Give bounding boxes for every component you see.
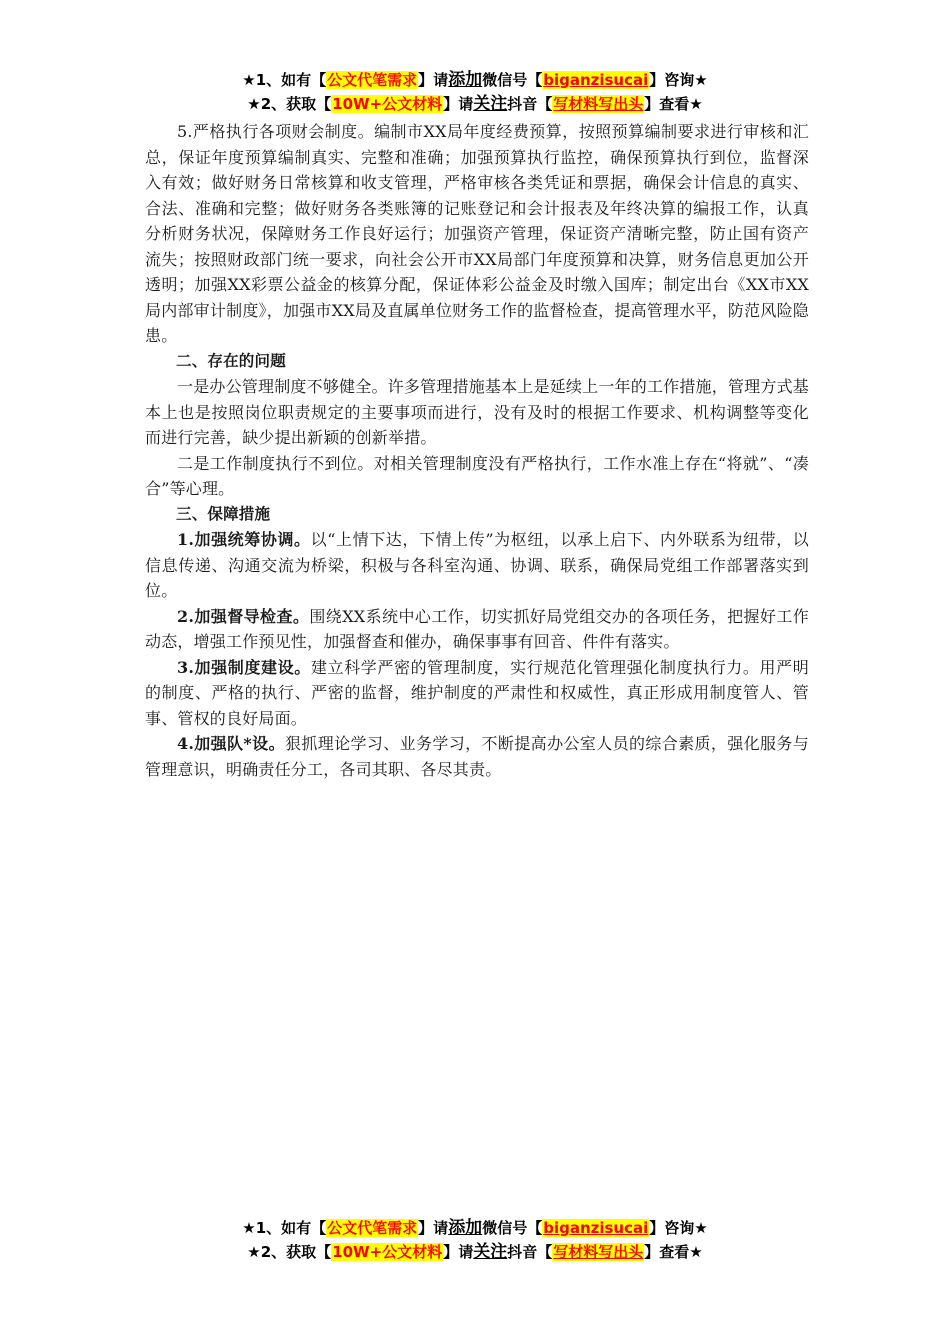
measure-text: 建立科学严密的管理制度，实行规范化管理强化制度执行力。用严明的制度、严格的执行、严密的监督，维护制度的严肃性和权威性，真正形成用制度管人、管事、管权的良好局面。 <box>145 657 809 728</box>
banner-text: 2、获取【 <box>260 1243 332 1261</box>
measure-title: 3.加强制度建设。 <box>177 657 311 677</box>
banner-text: 1、如有【 <box>255 71 327 89</box>
banner-emphasis: 关注 <box>473 1242 508 1262</box>
document-body <box>145 119 809 782</box>
section-heading-measures: 三、保障措施 <box>176 504 271 523</box>
star-icon: ★ <box>247 95 261 113</box>
highlight-douyin: 写材料写出头 <box>553 1243 644 1261</box>
banner-text: 】查看 <box>644 1243 690 1261</box>
star-icon: ★ <box>689 95 703 113</box>
paragraph-problem-1: 一是办公管理制度不够健全。许多管理措施基本上是延续上一年的工作措施，管理方式基本上也是按照岗位职责规定的主要事项而进行，没有及时的根据工作要求、机构调整等变化而进行完善，缺少提出新颖的创新举措。 <box>145 377 809 447</box>
highlight-service: 公文代笔需求 <box>327 71 418 89</box>
banner-text: 】咨询 <box>649 71 695 89</box>
top-banner <box>0 68 950 116</box>
banner-text: 抖音【 <box>507 1243 553 1261</box>
banner-text: 】请 <box>443 1243 474 1261</box>
banner-line-2 <box>0 92 950 116</box>
measure-title: 4.加强队*设。 <box>177 734 285 753</box>
star-icon: ★ <box>694 71 708 89</box>
banner-text: 1、如有【 <box>255 1219 327 1237</box>
highlight-service: 公文代笔需求 <box>327 1219 418 1237</box>
banner-text: 】请 <box>418 1219 449 1237</box>
paragraph-problem-2: 二是工作制度执行不到位。对相关管理制度没有严格执行，工作水准上存在“将就”、“凑合”等心理。 <box>145 453 809 498</box>
banner-line-1 <box>0 68 950 92</box>
highlight-materials: 10W+公文材料 <box>332 1243 443 1261</box>
star-icon: ★ <box>247 1243 261 1261</box>
banner-text: 】请 <box>418 71 449 89</box>
banner-line-1 <box>0 1216 950 1240</box>
section-heading-problems: 二、存在的问题 <box>176 351 286 370</box>
banner-text: 微信号【 <box>482 1219 543 1237</box>
star-icon: ★ <box>694 1219 708 1237</box>
measure-title: 1.加强统筹协调。 <box>177 530 311 549</box>
banner-text: 】请 <box>443 95 474 113</box>
star-icon: ★ <box>242 1219 256 1237</box>
measure-item-3 <box>145 655 809 732</box>
banner-line-2 <box>0 1240 950 1264</box>
highlight-wechat-id: biganzisucai <box>543 1219 649 1237</box>
banner-emphasis: 添加 <box>448 1218 483 1238</box>
measure-item-4 <box>145 731 809 782</box>
banner-text: 2、获取【 <box>260 95 332 113</box>
banner-emphasis: 关注 <box>473 94 508 114</box>
highlight-wechat-id: biganzisucai <box>543 71 649 89</box>
measure-text: 以“上情下达，下情上传”为枢纽，以承上启下、内外联系为纽带，以信息传递、沟通交流为桥梁，积极与各科室沟通、协调、联系，确保局党组工作部署落实到位。 <box>145 530 809 600</box>
measure-item-1 <box>145 527 809 604</box>
measure-title: 2.加强督导检查。 <box>177 606 310 626</box>
measure-text: 围绕XX系统中心工作，切实抓好局党组交办的各项任务，把握好工作动态，增强工作预见性，加强督查和催办，确保事事有回音、件件有落实。 <box>145 606 809 651</box>
banner-emphasis: 添加 <box>448 70 483 90</box>
bottom-banner <box>0 1216 950 1264</box>
paragraph-finance-system: 5.严格执行各项财会制度。编制市XX局年度经费预算，按照预算编制要求进行审核和汇总，保证年度预算编制真实、完整和准确；加强预算执行监控，确保预算执行到位，监督深入有效；做好财务日常核算和收支管理，严格审核各类凭证和票据，确保会计信息的真实、合法、准确和完整；做好财务各类账簿的记账登记和会计报表及年终决算的编报工作，认真分析财务状况，保障财务工作良好运行；加强资产管理，保证资产清晰完整，防止国有资产流失；按照财政部门统一要求，向社会公开市XX局部门年度预算和决算，财务信息更加公开透明；加强XX彩票公益金的核算分配，保证体彩公益金及时缴入国库；制定出台《XX市XX局内部审计制度》，加强市XX局及直属单位财务工作的监督检查，提高管理水平，防范风险隐患。 <box>145 122 809 345</box>
banner-text: 抖音【 <box>507 95 553 113</box>
banner-text: 微信号【 <box>482 71 543 89</box>
banner-text: 】查看 <box>644 95 690 113</box>
banner-text: 】咨询 <box>649 1219 695 1237</box>
measure-item-2 <box>145 604 809 655</box>
star-icon: ★ <box>242 71 256 89</box>
measure-text: 狠抓理论学习、业务学习，不断提高办公室人员的综合素质，强化服务与管理意识，明确责任分工，各司其职、各尽其责。 <box>145 734 810 779</box>
star-icon: ★ <box>689 1243 703 1261</box>
highlight-douyin: 写材料写出头 <box>553 95 644 113</box>
highlight-materials: 10W+公文材料 <box>332 95 443 113</box>
